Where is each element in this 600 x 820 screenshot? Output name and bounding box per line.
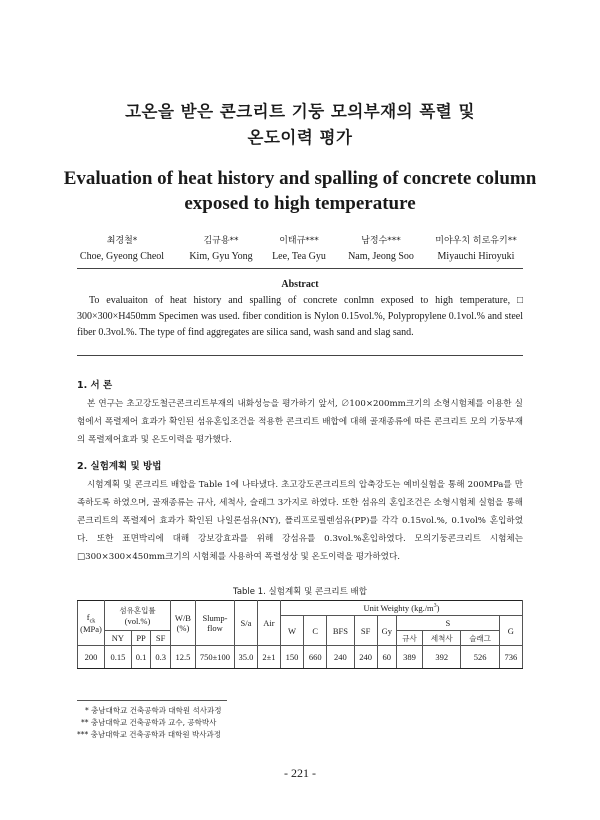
fiber-header	[105, 601, 171, 631]
section-2-heading: 2. 실험계획 및 방법	[77, 461, 162, 472]
slump-header	[195, 601, 234, 646]
table-cell: 0.15	[105, 646, 132, 669]
fck-unit: (MPa)	[80, 624, 102, 635]
abstract-text: To evaluaiton of heat history and spalling of concrete conlmn exposed to high temperature, □ 300×300×H450mm Specimen was used. fiber condition is Nylon 0.15vol.%, Polypropylene 0.1vol.% and steel fiber 0.3vol.%. The type of find aggregates are silica sand, wash sand and slag sand.	[77, 295, 523, 338]
mix-design-table	[77, 600, 523, 669]
author-3-english: Lee, Tea Gyu	[272, 251, 326, 262]
table-cell: 240	[354, 646, 377, 669]
author-1-english: Choe, Gyeong Cheol	[79, 251, 165, 262]
unit-weight-superscript: 3	[433, 603, 437, 610]
uw-col-sf: SF	[354, 616, 377, 646]
fiber-col-sf: SF	[151, 631, 171, 646]
table-cell: 750±100	[195, 646, 234, 669]
s-col-silica: 규사	[396, 631, 422, 646]
author-5-korean: 미야우치 히로유키**	[435, 236, 517, 246]
table-header-row-1	[78, 601, 523, 616]
table-caption: Table 1. 실험계획 및 콘크리트 배합	[233, 587, 367, 597]
unit-weight-label: Unit Weighty (kg./m	[363, 603, 434, 613]
table-cell: 60	[377, 646, 396, 669]
table-cell: 389	[396, 646, 422, 669]
english-title-line-1: Evaluation of heat history and spalling of concrete column	[63, 168, 537, 189]
page-number: - 221 -	[284, 766, 316, 780]
s-col-slag: 슬래그	[461, 631, 499, 646]
sa-header: S/a	[234, 601, 257, 646]
fiber-col-pp: PP	[131, 631, 151, 646]
header-rule	[77, 268, 523, 269]
abstract-rule	[77, 355, 523, 356]
footnote-3: *** 충남대학교 건축공학과 대학원 박사과정	[77, 730, 221, 739]
s-col-wash: 세척사	[423, 631, 461, 646]
table-cell: 150	[280, 646, 303, 669]
table-row	[78, 646, 523, 669]
korean-title-line-2: 온도이력 평가	[247, 128, 353, 147]
author-5-english: Miyauchi Hiroyuki	[437, 251, 515, 262]
fiber-unit: (vol.%)	[124, 616, 151, 626]
author-2-english: Kim, Gyu Yong	[189, 251, 253, 262]
author-1	[72, 234, 172, 264]
uw-col-gy: Gy	[377, 616, 396, 646]
slump-label-2: flow	[207, 623, 223, 633]
uw-col-bfs: BFS	[327, 616, 354, 646]
wb-label: W/B	[174, 613, 191, 623]
author-3-korean: 이태규***	[279, 236, 319, 246]
table-cell: 526	[461, 646, 499, 669]
table-cell: 200	[78, 646, 105, 669]
author-1-korean: 최경철*	[106, 236, 138, 246]
korean-title-line-1: 고온을 받은 콘크리트 기둥 모의부재의 폭렬 및	[125, 102, 475, 121]
g-col-header: G	[499, 616, 522, 646]
author-4-english: Nam, Jeong Soo	[348, 251, 414, 262]
unit-weight-close: )	[436, 603, 440, 613]
fck-label: f	[86, 611, 90, 622]
abstract-heading: Abstract	[281, 279, 319, 290]
s-group-header: S	[396, 616, 499, 631]
air-header: Air	[257, 601, 280, 646]
section-1-heading: 1. 서 론	[77, 380, 113, 391]
table-cell: 240	[327, 646, 354, 669]
uw-col-c: C	[304, 616, 327, 646]
table-cell: 0.1	[131, 646, 151, 669]
author-4	[338, 234, 424, 264]
table-cell: 0.3	[151, 646, 171, 669]
section-1-text: 본 연구는 초고강도철근콘크리트부재의 내화성능을 평가하기 앞서, ∅100×200mm크기의 소형시험체를 이용한 실험에서 폭렬제어 효과가 확인된 섬유혼입조건을 적용한 콘크리트 배합에 대해 골재종류에 따른 콘크리트 모의 기둥부재의 폭렬제어효과 및 온도이력을 평가했다.	[77, 399, 523, 445]
table-cell: 2±1	[257, 646, 280, 669]
fck-subscript: ck	[89, 618, 96, 625]
section-2-text: 시험계획 및 콘크리트 배합을 Table 1에 나타냈다. 초고강도콘크리트의 압축강도는 예비실험을 통해 200MPa를 만족하도록 하였으며, 골재종류는 규사, 세척사, 슬래그 3가지로 하였다. 또한 섬유의 혼입조건은 소형시험체 실험을 통해 콘크리트의 폭렬제어 효과가 확인된 나일론섬유(NY), 폴리프로필렌섬유(PP)를 각각 0.15vol.%, 0.1vol% 혼입하였다. 또한 표면박리에 대해 강보강효과를 위해 강섬유를 0.3vol.%혼입하였다. 모의기둥콘크리트 시험체는 □300×300×450mm크기의 시험체를 사용하여 폭렬성상 및 온도이력을 평가하였다.	[77, 480, 523, 562]
table-cell: 736	[499, 646, 522, 669]
author-5	[420, 234, 532, 264]
table-cell: 392	[423, 646, 461, 669]
fck-header	[78, 601, 105, 646]
fiber-label: 섬유혼입률	[119, 606, 156, 615]
author-3	[264, 234, 334, 264]
table-cell: 12.5	[170, 646, 195, 669]
unit-weight-header	[280, 601, 522, 616]
author-2-korean: 김규용**	[203, 236, 239, 246]
table-cell: 35.0	[234, 646, 257, 669]
wb-unit: (%)	[176, 623, 190, 633]
footnote-rule	[77, 700, 227, 701]
uw-col-w: W	[280, 616, 303, 646]
english-title-line-2: exposed to high temperature	[184, 193, 416, 214]
slump-label: Slump-	[202, 613, 228, 623]
footnote-1: * 충남대학교 건축공학과 대학원 석사과정	[85, 706, 222, 715]
table-cell: 660	[304, 646, 327, 669]
wb-header	[170, 601, 195, 646]
footnote-2: ** 충남대학교 건축공학과 교수, 공학박사	[81, 718, 217, 727]
footnote-list	[77, 705, 221, 741]
author-2	[176, 234, 266, 264]
author-4-korean: 남정수***	[361, 236, 401, 246]
fiber-col-ny: NY	[105, 631, 132, 646]
